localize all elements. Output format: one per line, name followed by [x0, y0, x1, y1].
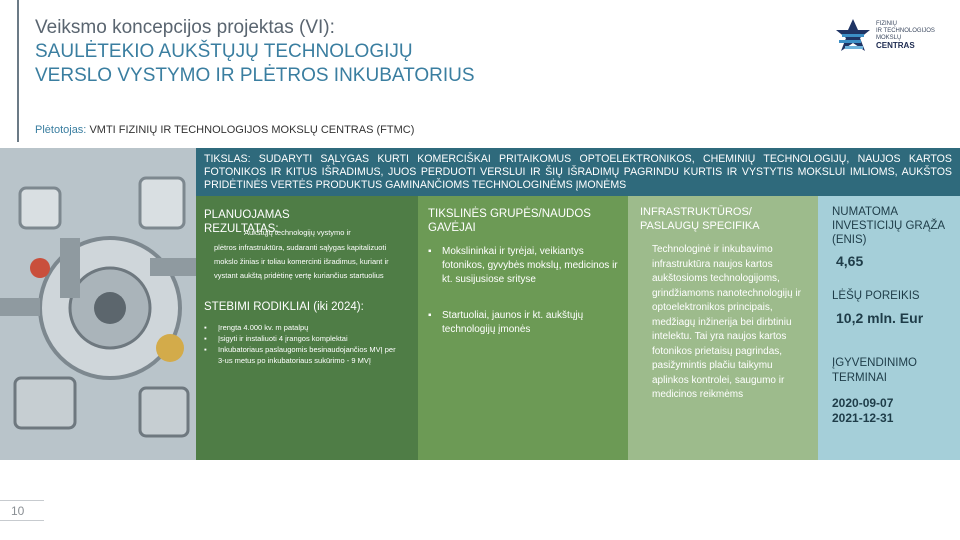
logo-line-3: CENTRAS [876, 41, 915, 50]
start-date: 2020-09-07 [832, 396, 894, 410]
infrastructure-text: Technologinė ir inkubavimo infrastruktūra naujos kartos aukštosioms technologijoms, grindžiamoms nanotechnologijų ir optoelektronikos principais, medžiagų inžinerija bei dirbtiniu intelektu. Tai yra naujos kartos fotonikos prietaisų pagrindas, pasižymintis plačiu taikymu aplinkos kontrolei, saugumo ir medicinos reikmėms [652, 244, 801, 400]
title-line-3: VERSLO VYSTYMO IR PLĖTROS INKUBATORIUS [35, 65, 475, 86]
planned-result-heading: PLANUOJAMAS REZULTATAS: [204, 209, 290, 235]
infrastructure-heading: INFRASTRUKTŪROS/ PASLAUGŲ SPECIFIKA [640, 206, 760, 232]
vacuum-chamber-illustration [0, 148, 196, 460]
list-item: ▪ Įsigyti ir instaliuoti 4 įrangos komplektai [204, 333, 410, 344]
title-line-2: SAULĖTEKIO AUKŠTŲJŲ TECHNOLOGIJŲ [35, 41, 413, 62]
target-groups-column [418, 196, 628, 460]
title-line-1: Veiksmo koncepcijos projektas (VI): [35, 17, 335, 38]
end-date: 2021-12-31 [832, 411, 894, 425]
slide-title [35, 16, 755, 88]
list-item: ▪ Inkubatoriaus paslaugomis besinaudojančios MVĮ per 3-us metus po inkubatoriaus sukūrimo - 9 MVĮ [204, 344, 410, 366]
implementation-term-label: ĮGYVENDINIMO TERMINAI [832, 357, 917, 384]
indicators-heading: STEBIMI RODIKLIAI (iki 2024): [204, 301, 364, 313]
ftmc-logo [834, 18, 949, 62]
lab-equipment-image [0, 148, 196, 460]
investment-column [818, 196, 960, 460]
developer-line [35, 124, 414, 136]
title-accent-line [17, 0, 19, 142]
logo-line-2: IR TECHNOLOGIJOS MOKSLŲ [876, 28, 935, 41]
planned-result-overlap-text: Aukštųjų technologijų vystymo ir [244, 228, 351, 237]
list-item: ▪ Mokslininkai ir tyrėjai, veikiantys fotonikos, gyvybės mokslų, medicinos ir kt. susijusiose srityse [428, 245, 618, 287]
target-groups-list [428, 245, 618, 337]
infrastructure-column [628, 196, 818, 460]
planned-result-text: plėtros infrastruktūra, sudaranti sąlygas kapitalizuoti mokslo žinias ir toliau komercinti išradimus, kuriant ir vystant aukštą pridėtinę vertę kuriančius startuolius [214, 243, 389, 280]
roi-value: 4,65 [836, 253, 864, 269]
funding-need-value: 10,2 mln. Eur [836, 310, 924, 326]
star-logo-icon [834, 18, 872, 58]
logo-line-1: FIZINIŲ [876, 21, 897, 27]
page-number: 10 [0, 500, 44, 521]
developer-value: VMTI FIZINIŲ IR TECHNOLOGIJOS MOKSLŲ CENTRAS (FTMC) [89, 124, 415, 136]
indicators-list [204, 322, 410, 366]
planned-result-column [196, 196, 418, 460]
goal-banner: TIKSLAS: SUDARYTI SĄLYGAS KURTI KOMERCIŠKAI PRITAIKOMUS OPTOELEKTRONIKOS, CHEMINIŲ TECHNOLOGIJŲ, NAUJOS KARTOS FOTONIKOS IR KITUS IŠRADIMUS, JUOS PERDUOTI VERSLUI IR ŠIŲ IŠRADIMŲ PAGRINDU KURTIS IR VYSTYTIS MOKSLUI IMLIOMS, AUKŠTOS PRIDĖTINĖS VERTĖS PRODUKTUS GAMINANČIOMS TECHNOLOGINĖMS ĮMONĖMS [196, 148, 960, 196]
roi-label: NUMATOMA INVESTICIJŲ GRĄŽA (ENIS) [832, 206, 945, 246]
funding-need-label: LĖŠŲ POREIKIS [832, 290, 920, 302]
target-groups-heading: TIKSLINĖS GRUPĖS/NAUDOS GAVĖJAI [428, 208, 591, 234]
list-item: ▪ Startuoliai, jaunos ir kt. aukštųjų technologijų įmonės [428, 309, 618, 337]
logo-text [876, 21, 949, 49]
list-item: ▪ Įrengta 4.000 kv. m patalpų [204, 322, 410, 333]
developer-label: Plėtotojas: [35, 124, 87, 136]
